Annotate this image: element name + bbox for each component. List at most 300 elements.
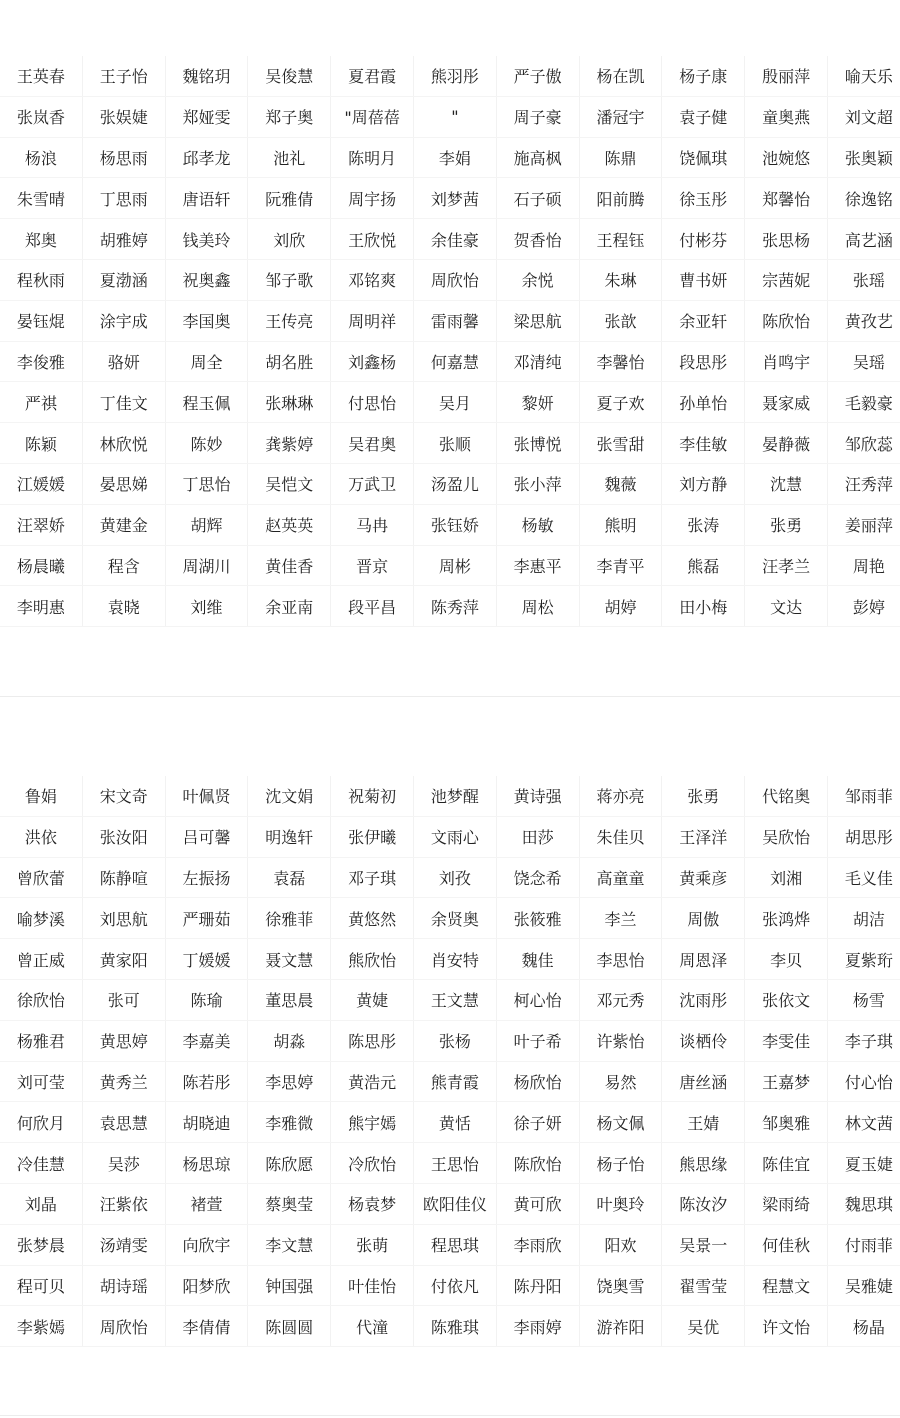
name-cell: 彭婷 — [827, 586, 900, 627]
name-cell: 钟国强 — [248, 1265, 331, 1306]
table-row — [0, 545, 900, 586]
name-cell: 吴欣怡 — [745, 816, 828, 857]
name-cell: 陈圆圆 — [248, 1306, 331, 1347]
table-row — [0, 1224, 900, 1265]
name-cell: 袁磊 — [248, 857, 331, 898]
name-cell: 蒋亦亮 — [579, 776, 662, 816]
name-cell: 黄恬 — [413, 1102, 496, 1143]
name-cell: 李嘉美 — [165, 1020, 248, 1061]
name-cell: 李紫嫣 — [0, 1306, 82, 1347]
name-cell: 程思琪 — [413, 1224, 496, 1265]
name-cell: 严祺 — [0, 382, 82, 423]
name-cell: 喻天乐 — [827, 56, 900, 96]
name-cell: 严子傲 — [496, 56, 579, 96]
table-row — [0, 219, 900, 260]
name-cell: 唐语轩 — [165, 178, 248, 219]
name-cell: 陈妙 — [165, 423, 248, 464]
name-cell: 陈瑜 — [165, 979, 248, 1020]
table-row — [0, 979, 900, 1020]
name-cell: 汪孝兰 — [745, 545, 828, 586]
name-cell: 游祚阳 — [579, 1306, 662, 1347]
name-cell: 朱雪晴 — [0, 178, 82, 219]
name-cell: 熊青霞 — [413, 1061, 496, 1102]
name-cell: 刘梦茜 — [413, 178, 496, 219]
name-cell: 叶佩贤 — [165, 776, 248, 816]
name-cell: 郑奥 — [0, 219, 82, 260]
name-cell: 张顺 — [413, 423, 496, 464]
name-cell: 杨文佩 — [579, 1102, 662, 1143]
name-cell: 陈思彤 — [331, 1020, 414, 1061]
name-list-section-2 — [0, 776, 900, 1347]
name-cell: 张思杨 — [745, 219, 828, 260]
name-cell: 周彬 — [413, 545, 496, 586]
section-divider — [0, 696, 900, 697]
name-cell: 丁思怡 — [165, 463, 248, 504]
name-cell: 毛义佳 — [827, 857, 900, 898]
table-row — [0, 1265, 900, 1306]
name-cell: 汪翠娇 — [0, 504, 82, 545]
name-cell: 刘欣 — [248, 219, 331, 260]
table-row — [0, 939, 900, 980]
table-row — [0, 259, 900, 300]
name-cell: 晏静薇 — [745, 423, 828, 464]
name-cell: 杨欣怡 — [496, 1061, 579, 1102]
table-row — [0, 857, 900, 898]
name-cell: 孙单怡 — [662, 382, 745, 423]
name-cell: 宗茜妮 — [745, 259, 828, 300]
name-cell: 王程钰 — [579, 219, 662, 260]
name-cell: 吴雅婕 — [827, 1265, 900, 1306]
name-cell: 周傲 — [662, 898, 745, 939]
name-cell: 李思婷 — [248, 1061, 331, 1102]
name-cell: 高艺涵 — [827, 219, 900, 260]
name-cell: 熊羽彤 — [413, 56, 496, 96]
name-cell: 邓元秀 — [579, 979, 662, 1020]
name-cell: 胡洁 — [827, 898, 900, 939]
name-cell: 李雯佳 — [745, 1020, 828, 1061]
name-cell: 阳前腾 — [579, 178, 662, 219]
name-cell: 李雅微 — [248, 1102, 331, 1143]
name-cell: 刘思航 — [82, 898, 165, 939]
name-cell: 付心怡 — [827, 1061, 900, 1102]
name-cell: 郑娅雯 — [165, 96, 248, 137]
name-cell: 陈雅琪 — [413, 1306, 496, 1347]
name-cell: 严珊茹 — [165, 898, 248, 939]
name-cell: 代潼 — [331, 1306, 414, 1347]
name-cell: 何欣月 — [0, 1102, 82, 1143]
name-cell: 吴瑶 — [827, 341, 900, 382]
name-cell: 田小梅 — [662, 586, 745, 627]
name-cell: 吕可馨 — [165, 816, 248, 857]
name-cell: 袁子健 — [662, 96, 745, 137]
name-cell: 祝奥鑫 — [165, 259, 248, 300]
name-cell: 邓清纯 — [496, 341, 579, 382]
name-cell: 晋京 — [331, 545, 414, 586]
name-cell: 骆妍 — [82, 341, 165, 382]
name-cell: 喻梦溪 — [0, 898, 82, 939]
table-row — [0, 423, 900, 464]
name-cell: 杨思雨 — [82, 137, 165, 178]
name-cell: 袁思慧 — [82, 1102, 165, 1143]
name-cell: 夏君霞 — [331, 56, 414, 96]
name-cell: 胡淼 — [248, 1020, 331, 1061]
name-cell: 刘鑫杨 — [331, 341, 414, 382]
name-cell: 刘晶 — [0, 1183, 82, 1224]
name-cell: 赵英英 — [248, 504, 331, 545]
name-cell: 丁佳文 — [82, 382, 165, 423]
name-cell: 祝菊初 — [331, 776, 414, 816]
name-cell: 李娟 — [413, 137, 496, 178]
name-cell: 刘文超 — [827, 96, 900, 137]
name-cell: 张琳琳 — [248, 382, 331, 423]
name-cell: 黄建金 — [82, 504, 165, 545]
name-cell: 阳欢 — [579, 1224, 662, 1265]
name-cell: 黄家阳 — [82, 939, 165, 980]
name-cell: 胡名胜 — [248, 341, 331, 382]
name-cell: 胡思彤 — [827, 816, 900, 857]
name-cell: 熊思缘 — [662, 1143, 745, 1184]
name-cell: 汪紫依 — [82, 1183, 165, 1224]
name-cell: 宋文奇 — [82, 776, 165, 816]
name-cell: 高童童 — [579, 857, 662, 898]
name-cell: 周明祥 — [331, 300, 414, 341]
name-cell: 余亚轩 — [662, 300, 745, 341]
table-row — [0, 300, 900, 341]
name-cell: 叶佳怡 — [331, 1265, 414, 1306]
name-cell: 周全 — [165, 341, 248, 382]
name-cell: 杨思琼 — [165, 1143, 248, 1184]
name-cell: 李青平 — [579, 545, 662, 586]
name-cell: 施高枫 — [496, 137, 579, 178]
table-row — [0, 504, 900, 545]
table-row — [0, 1061, 900, 1102]
name-cell: 徐雅菲 — [248, 898, 331, 939]
name-cell: 欧阳佳仪 — [413, 1183, 496, 1224]
name-cell: 陈汝汐 — [662, 1183, 745, 1224]
name-cell: 林欣悦 — [82, 423, 165, 464]
name-cell: 胡辉 — [165, 504, 248, 545]
name-cell: 李佳敏 — [662, 423, 745, 464]
name-cell: 黄佳香 — [248, 545, 331, 586]
name-cell: 程慧文 — [745, 1265, 828, 1306]
name-cell: 张雪甜 — [579, 423, 662, 464]
name-cell: 夏玉婕 — [827, 1143, 900, 1184]
name-table — [0, 776, 900, 1347]
table-row — [0, 1306, 900, 1347]
name-cell: 张梦晨 — [0, 1224, 82, 1265]
name-cell: 张杨 — [413, 1020, 496, 1061]
name-cell: 许紫怡 — [579, 1020, 662, 1061]
name-cell: 饶念希 — [496, 857, 579, 898]
name-cell: 许文怡 — [745, 1306, 828, 1347]
name-cell: 文雨心 — [413, 816, 496, 857]
name-cell: 田莎 — [496, 816, 579, 857]
name-cell: 杨敏 — [496, 504, 579, 545]
name-cell: 张瑶 — [827, 259, 900, 300]
name-cell: 龚紫婷 — [248, 423, 331, 464]
name-cell: 文达 — [745, 586, 828, 627]
name-cell: 董思晨 — [248, 979, 331, 1020]
name-cell: 张勇 — [745, 504, 828, 545]
name-cell: 洪依 — [0, 816, 82, 857]
name-cell: 沈文娟 — [248, 776, 331, 816]
table-row — [0, 1020, 900, 1061]
name-cell: 周湖川 — [165, 545, 248, 586]
name-cell: 陈欣怡 — [496, 1143, 579, 1184]
name-cell: 周欣怡 — [82, 1306, 165, 1347]
name-cell: 晏思娣 — [82, 463, 165, 504]
name-cell: 易然 — [579, 1061, 662, 1102]
name-cell: 李文慧 — [248, 1224, 331, 1265]
name-cell: 梁思航 — [496, 300, 579, 341]
name-cell: 杨子康 — [662, 56, 745, 96]
name-cell: 饶佩琪 — [662, 137, 745, 178]
name-cell: 熊宇嫣 — [331, 1102, 414, 1143]
name-cell: 魏佳 — [496, 939, 579, 980]
name-cell: 万武卫 — [331, 463, 414, 504]
name-cell: 陈佳宜 — [745, 1143, 828, 1184]
name-cell: 陈丹阳 — [496, 1265, 579, 1306]
name-cell: 曾欣蕾 — [0, 857, 82, 898]
name-cell: 沈雨彤 — [662, 979, 745, 1020]
table-row — [0, 1102, 900, 1143]
name-cell: 付依凡 — [413, 1265, 496, 1306]
name-cell: 李子琪 — [827, 1020, 900, 1061]
name-cell: 李明惠 — [0, 586, 82, 627]
name-cell: 夏渤涵 — [82, 259, 165, 300]
table-row — [0, 341, 900, 382]
name-cell: 黄悠然 — [331, 898, 414, 939]
name-cell: 杨晨曦 — [0, 545, 82, 586]
name-cell: 梁雨绮 — [745, 1183, 828, 1224]
name-cell: 李俊雅 — [0, 341, 82, 382]
name-cell: 张奥颖 — [827, 137, 900, 178]
name-cell: 王思怡 — [413, 1143, 496, 1184]
table-row — [0, 463, 900, 504]
name-cell: 汤靖雯 — [82, 1224, 165, 1265]
name-cell: "周蓓蓓 — [331, 96, 414, 137]
name-cell: 郑子奥 — [248, 96, 331, 137]
name-cell: 聂家威 — [745, 382, 828, 423]
name-cell: 徐逸铭 — [827, 178, 900, 219]
name-cell: 李国奥 — [165, 300, 248, 341]
name-cell: 陈欣怡 — [745, 300, 828, 341]
table-row — [0, 776, 900, 816]
name-cell: 熊磊 — [662, 545, 745, 586]
name-cell: 李馨怡 — [579, 341, 662, 382]
name-cell: 童奥燕 — [745, 96, 828, 137]
name-cell: 魏思琪 — [827, 1183, 900, 1224]
name-list-section-1 — [0, 56, 900, 627]
name-cell: 段思彤 — [662, 341, 745, 382]
name-cell: 冷欣怡 — [331, 1143, 414, 1184]
name-cell: 周欣怡 — [413, 259, 496, 300]
name-cell: 周子豪 — [496, 96, 579, 137]
name-cell: 张岚香 — [0, 96, 82, 137]
name-cell: 付彬芬 — [662, 219, 745, 260]
name-cell: 殷丽萍 — [745, 56, 828, 96]
name-cell: 肖鸣宇 — [745, 341, 828, 382]
name-cell: 江媛媛 — [0, 463, 82, 504]
name-cell: 毛毅豪 — [827, 382, 900, 423]
name-cell: 刘方静 — [662, 463, 745, 504]
name-cell: 李惠平 — [496, 545, 579, 586]
name-cell: 李思怡 — [579, 939, 662, 980]
name-cell: 王子怡 — [82, 56, 165, 96]
table-row — [0, 382, 900, 423]
name-cell: 余悦 — [496, 259, 579, 300]
name-cell: 翟雪莹 — [662, 1265, 745, 1306]
name-cell: 晏钰焜 — [0, 300, 82, 341]
name-cell: 夏紫珩 — [827, 939, 900, 980]
name-cell: 肖安特 — [413, 939, 496, 980]
name-cell: 曹书妍 — [662, 259, 745, 300]
name-cell: 张小萍 — [496, 463, 579, 504]
name-cell: 鲁娟 — [0, 776, 82, 816]
table-row — [0, 816, 900, 857]
name-cell: 何佳秋 — [745, 1224, 828, 1265]
name-cell: 胡晓迪 — [165, 1102, 248, 1143]
name-cell: 邹欣蕊 — [827, 423, 900, 464]
name-cell: 张涛 — [662, 504, 745, 545]
name-cell: 池梦醒 — [413, 776, 496, 816]
name-cell: 黄秀兰 — [82, 1061, 165, 1102]
name-cell: 刘维 — [165, 586, 248, 627]
name-cell: 王传亮 — [248, 300, 331, 341]
name-cell: 张汝阳 — [82, 816, 165, 857]
name-cell: 贺香怡 — [496, 219, 579, 260]
name-cell: 熊明 — [579, 504, 662, 545]
name-cell: 李倩倩 — [165, 1306, 248, 1347]
name-cell: 余佳豪 — [413, 219, 496, 260]
name-cell: 汤盈儿 — [413, 463, 496, 504]
name-cell: 吴君奥 — [331, 423, 414, 464]
name-cell: 吴优 — [662, 1306, 745, 1347]
name-cell: 吴恺文 — [248, 463, 331, 504]
name-cell: 袁晓 — [82, 586, 165, 627]
name-cell: 余亚南 — [248, 586, 331, 627]
name-cell: 谈栖伶 — [662, 1020, 745, 1061]
name-cell: 王泽洋 — [662, 816, 745, 857]
name-cell: 张可 — [82, 979, 165, 1020]
name-cell: 雷雨馨 — [413, 300, 496, 341]
name-cell: 程含 — [82, 545, 165, 586]
name-cell: 段平昌 — [331, 586, 414, 627]
name-cell: 池礼 — [248, 137, 331, 178]
name-cell: 姜丽萍 — [827, 504, 900, 545]
name-cell: 杨雪 — [827, 979, 900, 1020]
name-cell: 杨在凯 — [579, 56, 662, 96]
name-cell: 付思怡 — [331, 382, 414, 423]
table-row — [0, 1143, 900, 1184]
name-cell: 徐子妍 — [496, 1102, 579, 1143]
name-cell: 吴莎 — [82, 1143, 165, 1184]
name-cell: 叶奥玲 — [579, 1183, 662, 1224]
name-cell: 周松 — [496, 586, 579, 627]
name-cell: 陈鼎 — [579, 137, 662, 178]
name-cell: 叶子希 — [496, 1020, 579, 1061]
name-cell: 陈秀萍 — [413, 586, 496, 627]
name-cell: 李雨婷 — [496, 1306, 579, 1347]
name-cell: 邓子琪 — [331, 857, 414, 898]
name-cell: 杨袁梦 — [331, 1183, 414, 1224]
name-cell: 陈明月 — [331, 137, 414, 178]
name-cell: 黄诗强 — [496, 776, 579, 816]
name-cell: 朱佳贝 — [579, 816, 662, 857]
name-cell: 张勇 — [662, 776, 745, 816]
name-cell: 邹雨菲 — [827, 776, 900, 816]
name-cell: 夏子欢 — [579, 382, 662, 423]
name-cell: 邓铭爽 — [331, 259, 414, 300]
name-cell: 胡诗瑶 — [82, 1265, 165, 1306]
table-row — [0, 898, 900, 939]
name-cell: 林文茜 — [827, 1102, 900, 1143]
name-cell: 石子硕 — [496, 178, 579, 219]
name-cell: 黄孜艺 — [827, 300, 900, 341]
name-cell: 明逸轩 — [248, 816, 331, 857]
name-cell: 张博悦 — [496, 423, 579, 464]
name-cell: 冷佳慧 — [0, 1143, 82, 1184]
name-cell: 刘湘 — [745, 857, 828, 898]
table-row — [0, 56, 900, 96]
name-cell: 黄乘彦 — [662, 857, 745, 898]
name-cell: 沈慧 — [745, 463, 828, 504]
name-cell: 程秋雨 — [0, 259, 82, 300]
table-row — [0, 137, 900, 178]
name-cell: 周艳 — [827, 545, 900, 586]
name-cell: 程玉佩 — [165, 382, 248, 423]
name-cell: 刘孜 — [413, 857, 496, 898]
name-cell: 杨子怡 — [579, 1143, 662, 1184]
name-cell: 邹奥雅 — [745, 1102, 828, 1143]
name-cell: 陈欣愿 — [248, 1143, 331, 1184]
name-cell: 潘冠宇 — [579, 96, 662, 137]
name-cell: 吴月 — [413, 382, 496, 423]
name-cell: 邹子歌 — [248, 259, 331, 300]
name-cell: 徐玉彤 — [662, 178, 745, 219]
name-cell: " — [413, 96, 496, 137]
name-cell: 王欣悦 — [331, 219, 414, 260]
name-cell: 王文慧 — [413, 979, 496, 1020]
name-cell: 程可贝 — [0, 1265, 82, 1306]
name-cell: 朱琳 — [579, 259, 662, 300]
name-cell: 何嘉慧 — [413, 341, 496, 382]
name-cell: 马冉 — [331, 504, 414, 545]
name-cell: 郑馨怡 — [745, 178, 828, 219]
name-cell: 魏铭玥 — [165, 56, 248, 96]
name-cell: 张钰娇 — [413, 504, 496, 545]
name-cell: 李雨欣 — [496, 1224, 579, 1265]
name-cell: 杨晶 — [827, 1306, 900, 1347]
name-cell: 张娱婕 — [82, 96, 165, 137]
name-cell: 李兰 — [579, 898, 662, 939]
name-cell: 陈若彤 — [165, 1061, 248, 1102]
name-cell: 涂宇成 — [82, 300, 165, 341]
name-cell: 王婧 — [662, 1102, 745, 1143]
name-cell: 付雨菲 — [827, 1224, 900, 1265]
name-cell: 吴俊慧 — [248, 56, 331, 96]
name-cell: 池婉悠 — [745, 137, 828, 178]
name-cell: 聂文慧 — [248, 939, 331, 980]
name-cell: 陈颖 — [0, 423, 82, 464]
name-cell: 蔡奥莹 — [248, 1183, 331, 1224]
name-cell: 唐丝涵 — [662, 1061, 745, 1102]
name-cell: 黄婕 — [331, 979, 414, 1020]
name-table — [0, 56, 900, 627]
name-cell: 阮雅倩 — [248, 178, 331, 219]
name-cell: 黄浩元 — [331, 1061, 414, 1102]
name-cell: 黄可欣 — [496, 1183, 579, 1224]
